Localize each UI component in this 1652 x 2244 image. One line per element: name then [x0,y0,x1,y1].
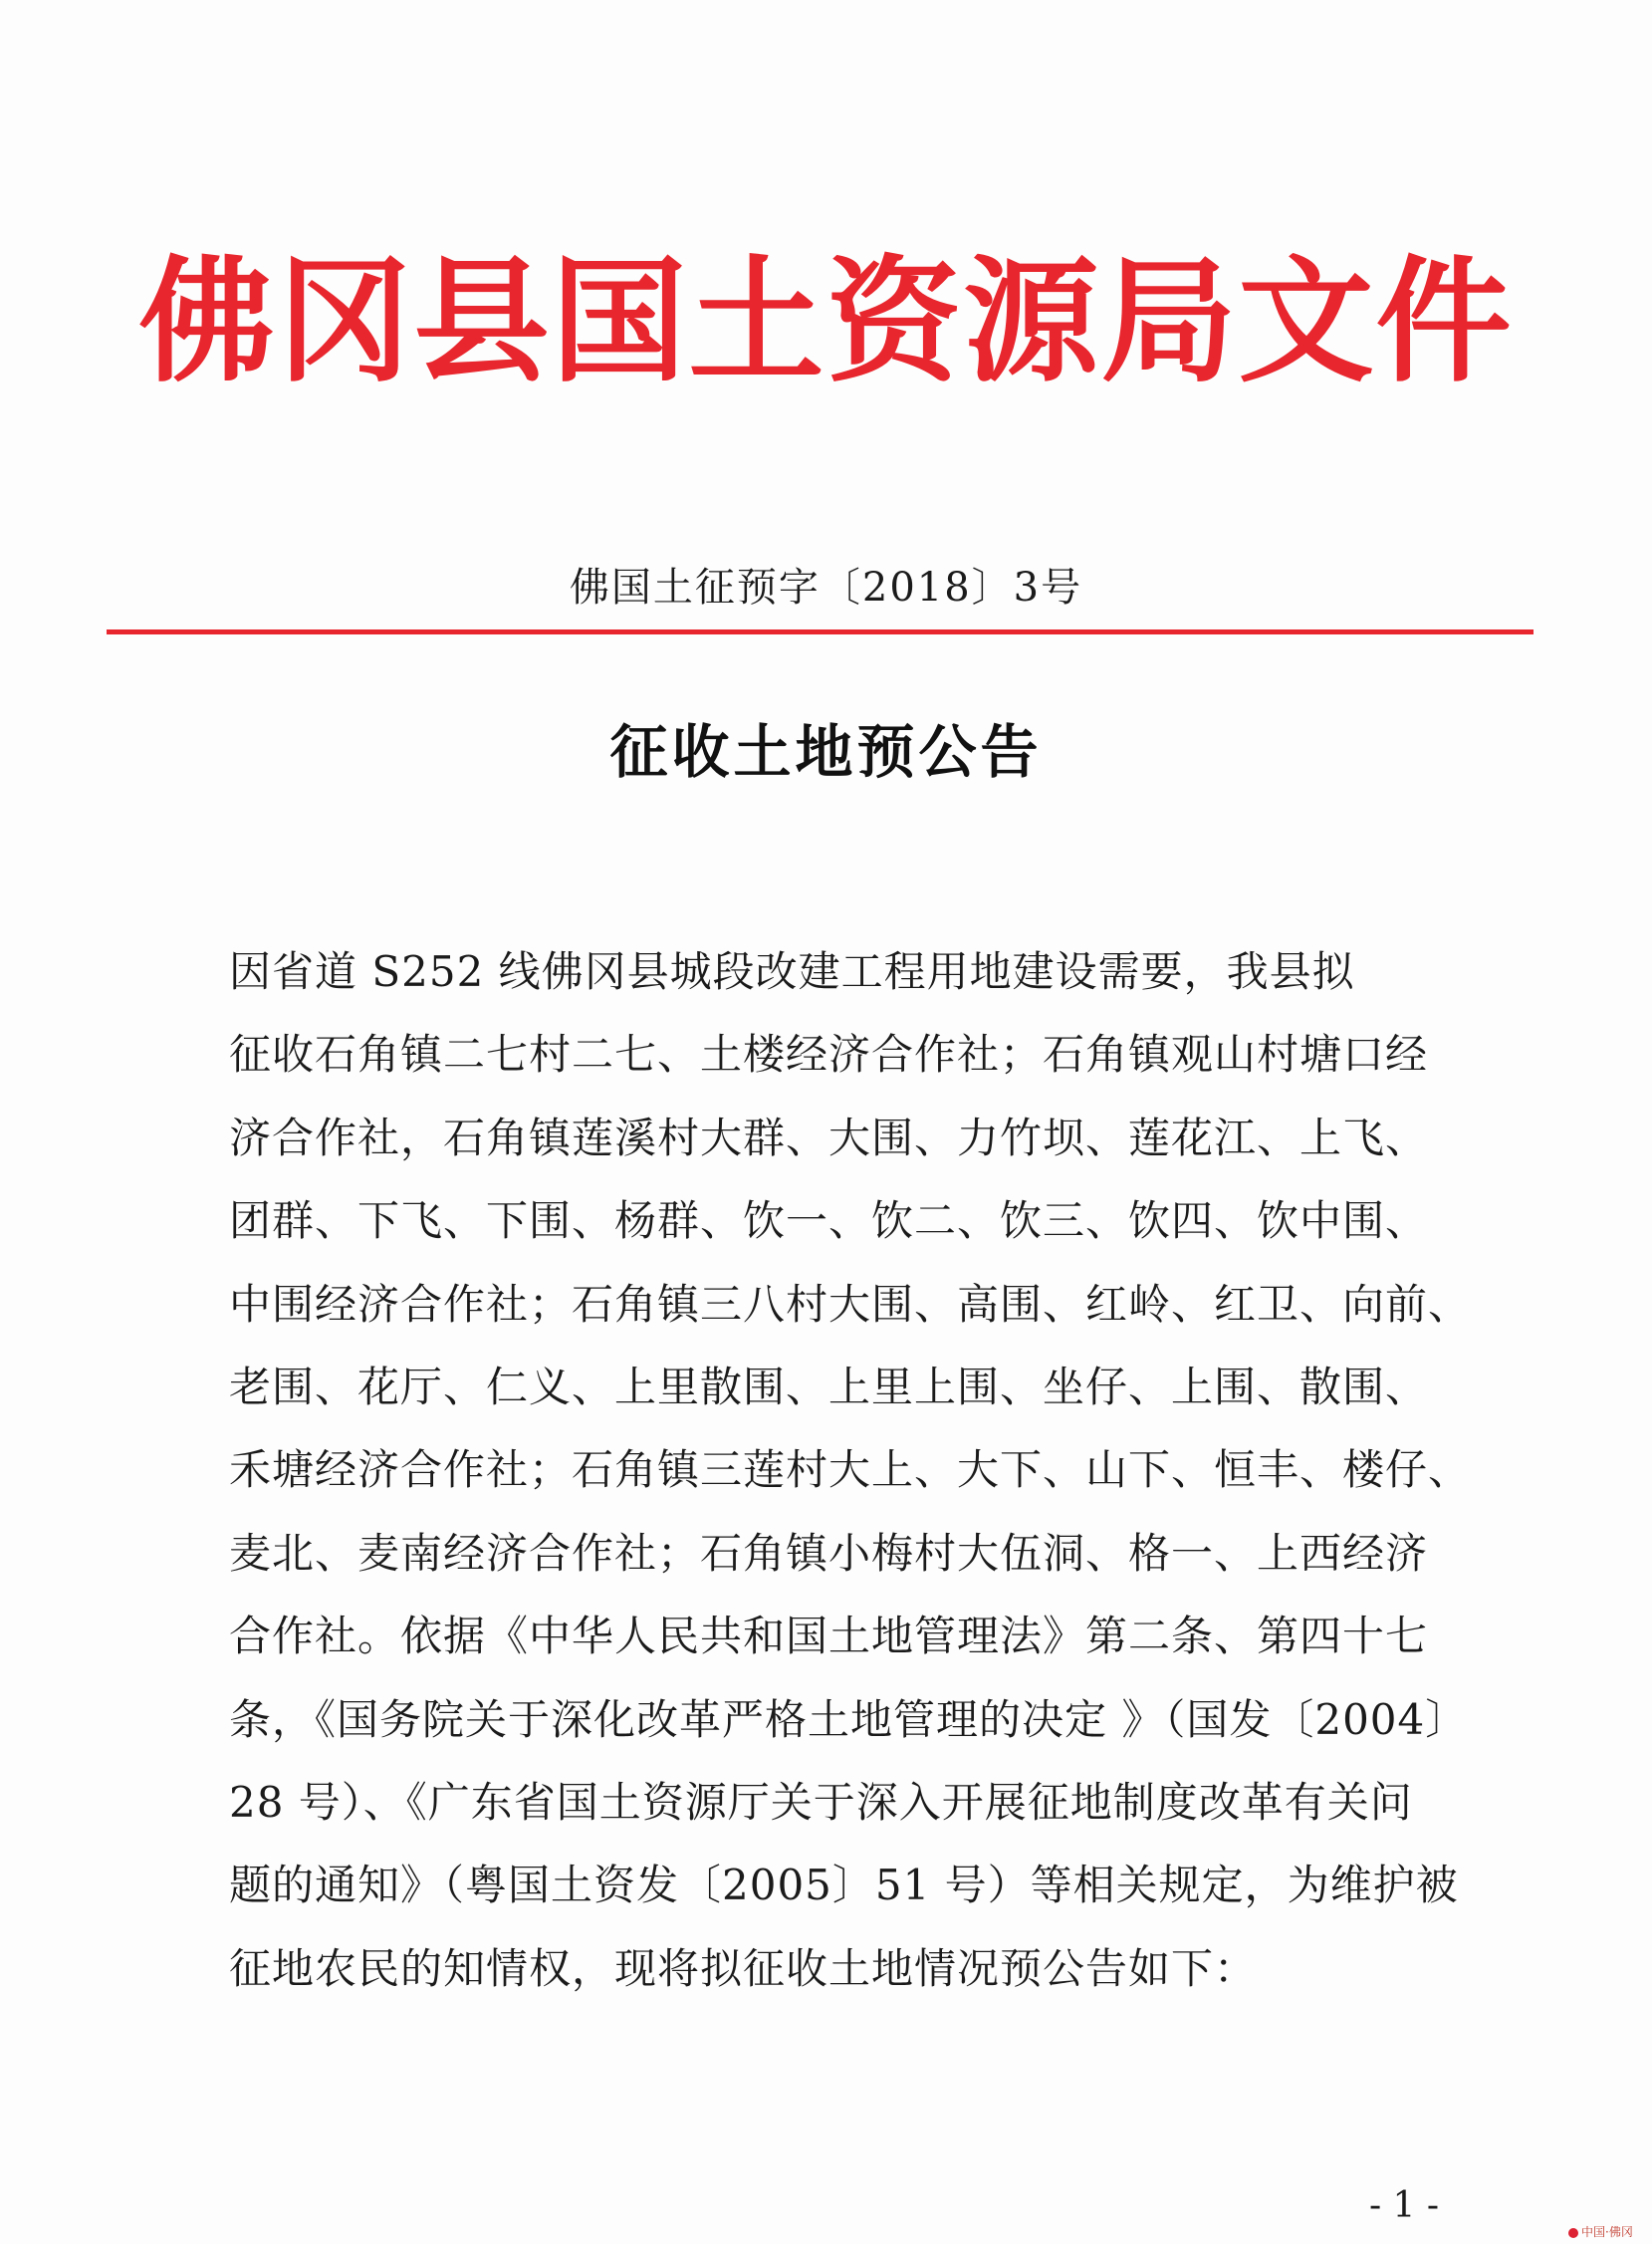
body-line: 题的通知》（粤国土资发〔2005〕51 号）等相关规定，为维护被 [229,1861,1459,1910]
issuing-authority-title: 佛冈县国土资源局文件 [138,242,1514,401]
body-line: 团群、下飞、下围、杨群、饮一、饮二、饮三、饮四、饮中围、 [229,1196,1429,1246]
notice-title: 征收土地预公告 [609,718,1043,786]
body-line: 合作社。依据《中华人民共和国土地管理法》第二条、第四十七 [229,1612,1429,1661]
watermark-logo-icon [1568,2228,1578,2238]
body-line: 济合作社，石角镇莲溪村大群、大围、力竹坝、莲花江、上飞、 [229,1113,1429,1162]
red-divider-line [107,629,1534,634]
body-line: 中围经济合作社；石角镇三八村大围、高围、红岭、红卫、向前、 [229,1279,1472,1329]
watermark-stamp [1568,2223,1633,2240]
page-number: - 1 - [1368,2185,1440,2226]
watermark-text: 中国·佛冈 [1581,2225,1633,2239]
body-line: 禾塘经济合作社；石角镇三莲村大上、大下、山下、恒丰、楼仔、 [229,1445,1472,1495]
body-line: 28 号）、《广东省国土资源厅关于深入开展征地制度改革有关问 [229,1777,1413,1827]
notice-body [229,930,1472,2010]
body-line: 因省道 S252 线佛冈县城段改建工程用地建设需要，我县拟 [229,947,1355,996]
body-line: 征地农民的知情权，现将拟征收土地情况预公告如下： [229,1943,1258,1993]
document-number: 佛国土征预字〔2018〕3号 [569,565,1083,611]
body-line: 老围、花厅、仁义、上里散围、上里上围、坐仔、上围、散围、 [229,1362,1429,1411]
body-line: 麦北、麦南经济合作社；石角镇小梅村大伍洞、格一、上西经济 [229,1528,1429,1578]
body-line: 征收石角镇二七村二七、土楼经济合作社；石角镇观山村塘口经 [229,1030,1429,1080]
body-line: 条，《国务院关于深化改革严格土地管理的决定 》（国发〔2004〕 [229,1694,1469,1744]
